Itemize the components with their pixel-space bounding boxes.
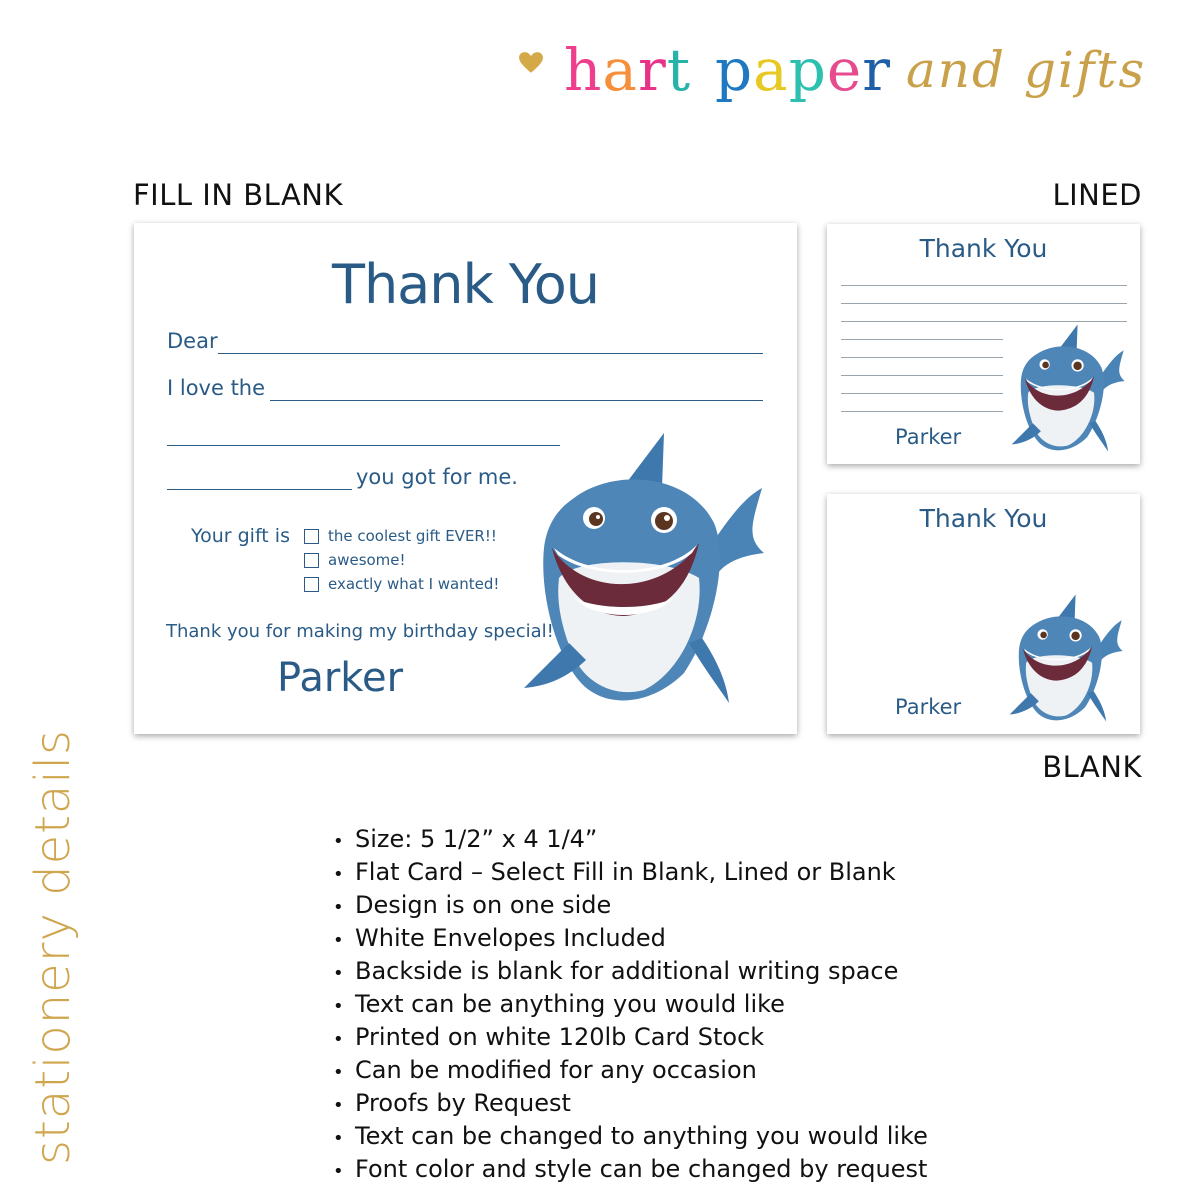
writing-line [841,357,1003,358]
closing-text: Thank you for making my birthday special! [166,621,554,642]
lined-card [827,224,1140,464]
list-item: • Design is on one side [333,890,928,923]
bullet-icon: • [333,1128,344,1149]
checkbox-exactly[interactable] [304,577,319,592]
option-awesome: awesome! [328,551,406,569]
dear-line [218,353,763,354]
brand-logo [518,30,1188,110]
writing-line [841,375,1003,376]
label-fill-in-blank: FILL IN BLANK [133,178,343,212]
label-blank: BLANK [1042,750,1142,784]
bullet-icon: • [333,831,344,852]
bullet-icon: • [333,1095,344,1116]
side-title: stationery details [25,728,81,1165]
details-list [333,824,928,1187]
bullet-icon: • [333,1029,344,1050]
list-item: • Text can be changed to anything you would like [333,1121,928,1154]
bullet-icon: • [333,1062,344,1083]
gift-line-1 [270,400,763,401]
bullet-icon: • [333,1161,344,1182]
blank-card [827,494,1140,734]
i-love-the-label: I love the [167,376,266,400]
signature-name: Parker [277,655,404,701]
writing-line [841,303,1127,304]
bullet-icon: • [333,864,344,885]
lined-card-title: Thank You [919,234,1048,263]
list-item: • Proofs by Request [333,1088,928,1121]
bullet-icon: • [333,996,344,1017]
list-item: • Size: 5 1/2” x 4 1/4” [333,824,928,857]
list-item: • Printed on white 120lb Card Stock [333,1022,928,1055]
list-item: • Can be modified for any occasion [333,1055,928,1088]
shark-illustration [514,428,769,708]
brand-word-and-gifts: and gifts [906,41,1147,99]
writing-line [841,285,1127,286]
heart-icon [518,50,544,76]
blank-card-signature: Parker [895,695,962,719]
bullet-icon: • [333,963,344,984]
list-item: • White Envelopes Included [333,923,928,956]
list-item: • Flat Card – Select Fill in Blank, Lined or Blank [333,857,928,890]
list-item: • Backside is blank for additional writing space [333,956,928,989]
blank-card-title: Thank You [919,504,1048,533]
dear-label: Dear [167,329,218,353]
list-item: • Font color and style can be changed by request [333,1154,928,1187]
your-gift-is-label: Your gift is [191,525,290,547]
card-title: Thank You [331,253,600,316]
bullet-icon: • [333,930,344,951]
writing-line [841,411,1003,412]
bullet-icon: • [333,897,344,918]
checkbox-awesome[interactable] [304,553,319,568]
gift-line-3 [167,489,352,490]
brand-word-paper: paper [715,36,891,104]
you-got-for-me-label: you got for me. [356,465,518,489]
writing-line [841,393,1003,394]
list-item: • Text can be anything you would like [333,989,928,1022]
lined-card-signature: Parker [895,425,962,449]
checkbox-coolest[interactable] [304,529,319,544]
shark-illustration-small [1005,592,1125,724]
option-exactly: exactly what I wanted! [328,575,500,593]
option-coolest: the coolest gift EVER!! [328,527,497,545]
label-lined: LINED [1052,178,1142,212]
writing-line [841,339,1003,340]
fill-in-blank-card [134,223,797,734]
shark-illustration-small [1007,322,1127,454]
brand-word-hart: hart [564,36,691,104]
gift-line-2 [167,445,560,446]
